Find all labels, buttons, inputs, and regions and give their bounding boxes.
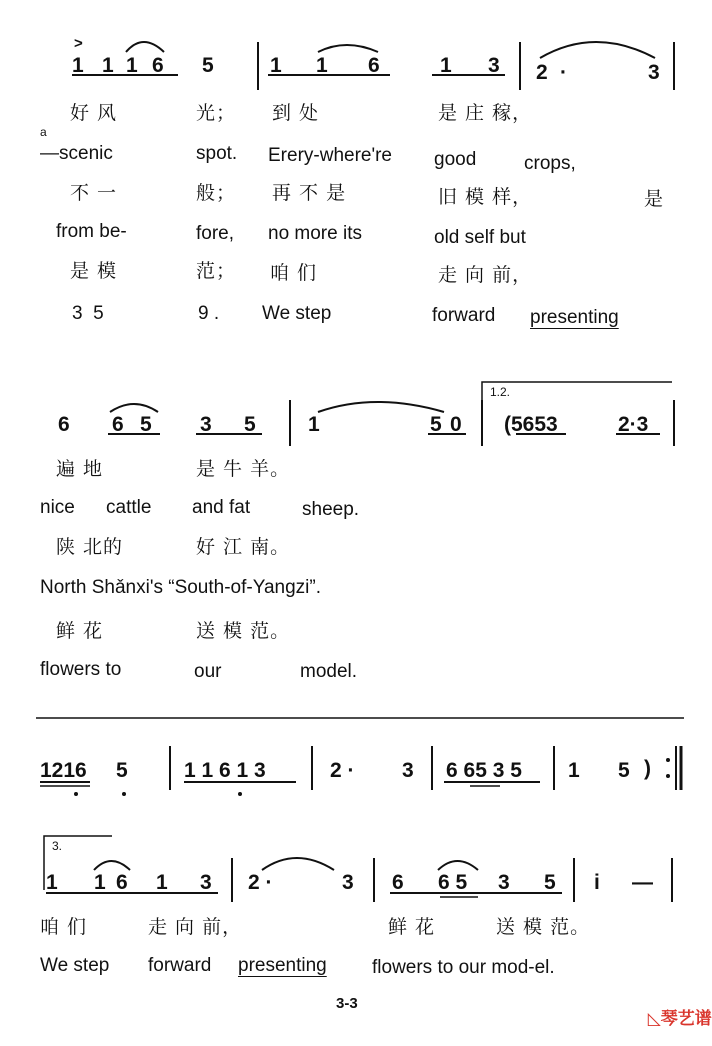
paren: ) — [644, 757, 651, 780]
lyric: 到 处 — [272, 102, 320, 124]
note: 1 — [94, 871, 106, 894]
lyric: no more its — [268, 223, 362, 244]
note: 1 — [72, 54, 84, 77]
note: 3 — [402, 759, 414, 782]
lyric: old self but — [434, 227, 526, 248]
note: 3 — [498, 871, 510, 894]
lyric: —scenic — [40, 143, 113, 164]
note: 1 — [568, 759, 580, 782]
note: 1 — [440, 54, 452, 77]
note: 5 — [430, 413, 442, 436]
note: i — [594, 871, 600, 894]
note: 6 — [152, 54, 164, 77]
volta-label: 3. — [52, 839, 63, 853]
note: 6 65 3 5 — [446, 759, 522, 782]
lyric: sheep. — [302, 499, 360, 520]
note: 1 — [46, 871, 58, 894]
lyric: 陕 北的 — [56, 536, 124, 558]
lyric: spot. — [196, 143, 238, 164]
lyric: We step — [262, 303, 332, 324]
note: (5653 — [504, 413, 558, 436]
page-number: 3-3 — [336, 995, 358, 1012]
lyric: and fat — [192, 497, 251, 518]
lyric: 是 模 — [70, 260, 118, 282]
lyric: presenting — [238, 955, 327, 976]
note: 1 — [156, 871, 168, 894]
lyric: 是 牛 羊。 — [196, 458, 291, 480]
note: 2 — [536, 61, 548, 84]
margin-mark: a — [40, 125, 47, 139]
lyric: presenting — [530, 307, 619, 328]
lyric: 范； — [196, 260, 237, 282]
lyric: forward — [148, 955, 212, 976]
note: 1 — [102, 54, 114, 77]
note: 3 — [648, 61, 660, 84]
watermark-logo — [624, 994, 712, 1045]
lyric: 9 . — [198, 303, 220, 324]
lyric: 好 风 — [70, 102, 118, 124]
lyric: fore, — [196, 223, 235, 244]
note: 5 — [618, 759, 630, 782]
note: 2·3 — [618, 413, 649, 436]
lyric: 光； — [196, 102, 237, 124]
lyric: nice — [40, 497, 75, 518]
note: 5 — [202, 54, 214, 77]
note: 3 — [200, 871, 212, 894]
lyric: 3 5 — [72, 303, 104, 324]
note: 6 — [368, 54, 380, 77]
note: 5 — [244, 413, 256, 436]
lyric: flowers to our mod-el. — [372, 957, 555, 978]
lyric: 鲜 花 — [56, 620, 104, 642]
note: 1 — [270, 54, 282, 77]
note: 2 · — [248, 871, 273, 894]
lyric: crops, — [524, 153, 576, 174]
lyric: 再 不 是 — [272, 182, 347, 204]
lyric: 好 江 南。 — [196, 536, 291, 558]
lyric: 走 向 前， — [438, 264, 533, 286]
note: 1 — [126, 54, 138, 77]
lyric: 般； — [196, 182, 237, 204]
lyric: 咱 们 — [40, 916, 88, 938]
lyric: our — [194, 661, 222, 682]
lyric: flowers to — [40, 659, 122, 680]
note: 0 — [450, 413, 462, 436]
note: 1216 — [40, 759, 87, 782]
note: 5 — [116, 759, 128, 782]
note: 6 — [392, 871, 404, 894]
note: 3 — [200, 413, 212, 436]
dot: · — [560, 61, 567, 84]
note: 1 1 6 1 3 — [184, 759, 266, 782]
lyric: 是 庄 稼， — [438, 102, 533, 124]
note: 1 — [308, 413, 320, 436]
lyric: Erery-where're — [268, 145, 392, 166]
lyric: We step — [40, 955, 110, 976]
lyric: North Shǎnxi's “South-of-Yangzi”. — [40, 577, 322, 598]
lyric: 遍 地 — [56, 458, 104, 480]
lyric: 送 模 范。 — [196, 620, 291, 642]
note: 5 — [140, 413, 152, 436]
note: 6 — [116, 871, 128, 894]
note: 3 — [488, 54, 500, 77]
note: 1 — [316, 54, 328, 77]
lyric: forward — [432, 305, 496, 326]
lyric: from be- — [56, 221, 127, 242]
lyric: 不 一 — [70, 182, 118, 204]
note: 3 — [342, 871, 354, 894]
lyric: 是 — [644, 188, 665, 210]
note: 6 — [58, 413, 70, 436]
lyric: 送 模 范。 — [496, 916, 591, 938]
note: — — [632, 871, 653, 894]
volta-label: 1.2. — [490, 385, 511, 399]
lyric: good — [434, 149, 477, 170]
lyric: 旧 模 样， — [438, 186, 533, 208]
watermark-text: 琴艺谱 — [660, 1009, 712, 1029]
lyric: 鲜 花 — [388, 916, 436, 938]
lyric: 走 向 前， — [148, 916, 243, 938]
note: 2 · — [330, 759, 355, 782]
lyric: cattle — [106, 497, 152, 518]
note: 6 5 — [438, 871, 468, 894]
lyric: 咱 们 — [270, 262, 318, 284]
note: 5 — [544, 871, 556, 894]
lyric: model. — [300, 661, 358, 682]
note: 6 — [112, 413, 124, 436]
accent-mark: > — [74, 35, 83, 52]
watermark-icon: ◺ — [647, 1009, 661, 1029]
